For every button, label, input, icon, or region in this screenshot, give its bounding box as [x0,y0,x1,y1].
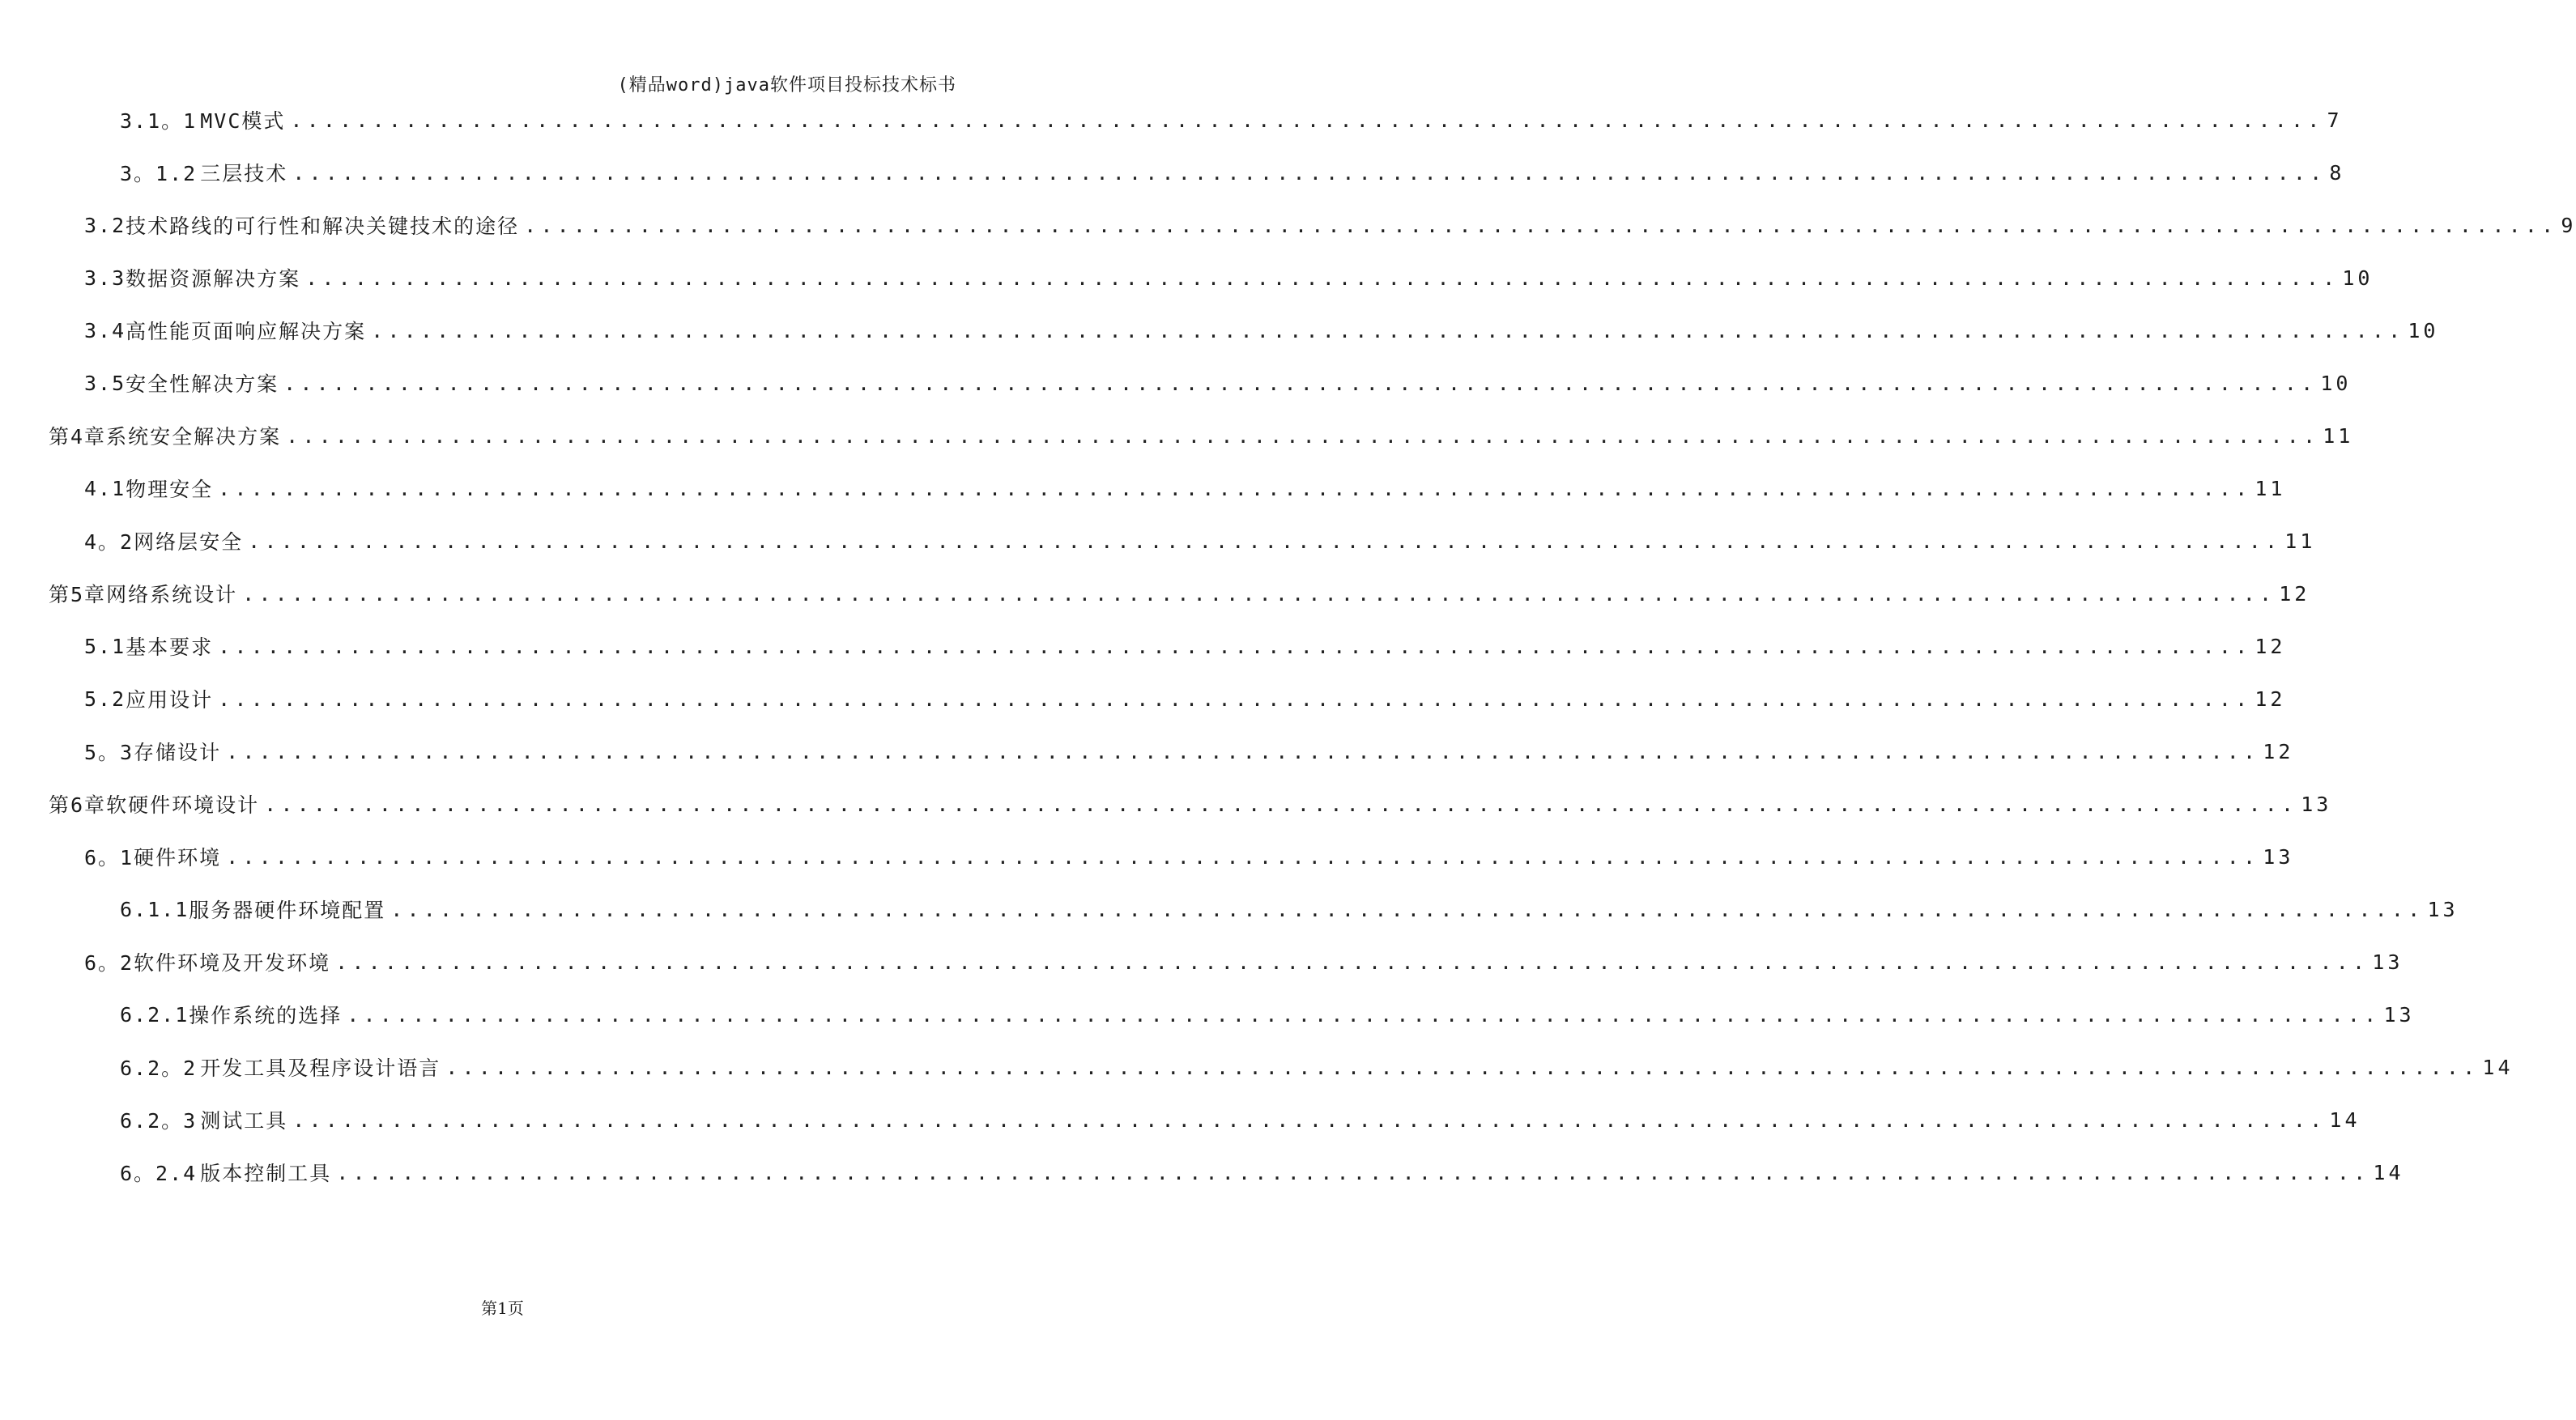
toc-entry-page: 10 [2408,318,2439,342]
toc-leader-dots: ............................................................................................................................ [218,476,2252,500]
toc-leader-dots: ............................................................................................................................ [248,529,2282,553]
toc-entry-number: 第4章 [49,425,107,449]
toc-entry-number: 3.1。1 [120,109,198,133]
toc-entry-page: 14 [2373,1160,2404,1184]
toc-entry-page: 10 [2342,266,2374,290]
toc-entry-page: 13 [2383,1002,2415,1027]
toc-entry-page: 11 [2284,529,2316,553]
toc-entry-page: 7 [2327,108,2343,132]
toc-entry-number: 第5章 [49,583,107,606]
toc-entry-page: 8 [2329,160,2345,185]
toc-entry-number: 6。1 [84,846,134,869]
toc-entry-6-2-3[interactable] [120,1103,2361,1136]
toc-entry-6-1[interactable] [84,840,2294,873]
toc-entry-3-4[interactable] [84,314,2439,346]
toc-entry-page: 10 [2320,371,2352,395]
toc-entry-title: 安全性解决方案 [126,372,279,396]
toc-entry-chapter-4[interactable] [49,419,2354,452]
toc-entry-title: 软件环境及开发环境 [134,951,331,975]
toc-entry-number: 3。1.2 [120,162,198,185]
toc-entry-title: 网络层安全 [134,530,244,554]
toc-entry-page: 11 [2323,423,2354,448]
toc-leader-dots: ............................................................................................................................ [286,423,2320,448]
toc-leader-dots: ............................................................................................................................ [445,1055,2480,1079]
toc-entry-title: 数据资源解决方案 [126,267,301,291]
toc-entry-title: 系统安全解决方案 [106,425,282,449]
toc-entry-number: 3.2 [84,213,126,237]
toc-entry-title: 硬件环境 [134,846,222,869]
toc-entry-6-2[interactable] [84,946,2404,978]
toc-leader-dots: ............................................................................................................................ [335,950,2369,974]
toc-entry-number: 5.1 [84,634,126,658]
toc-entry-number: 6.2。2 [120,1056,198,1080]
toc-entry-title: 软硬件环境设计 [106,793,260,817]
toc-entry-5-2[interactable] [84,682,2286,715]
toc-leader-dots: ............................................................................................................................ [264,792,2298,816]
toc-entry-title: 物理安全 [126,478,214,501]
toc-leader-dots: ............................................................................................................................ [390,897,2425,921]
toc-entry-number: 6.2.1 [120,1002,189,1027]
toc-entry-number: 4.1 [84,476,126,500]
toc-leader-dots: ............................................................................................................................ [292,160,2327,185]
toc-entry-number: 第6章 [49,793,107,817]
toc-entry-chapter-6[interactable] [49,788,2332,820]
toc-entry-page: 13 [2301,792,2332,816]
toc-entry-title: 服务器硬件环境配置 [189,899,386,922]
toc-entry-page: 13 [2263,844,2294,869]
toc-leader-dots: ............................................................................................................................ [347,1002,2381,1027]
toc-leader-dots: ............................................................................................................................ [290,108,2324,132]
toc-leader-dots: ............................................................................................................................ [371,318,2405,342]
toc-entry-5-1[interactable] [84,630,2286,662]
toc-entry-number: 3.5 [84,371,126,395]
toc-leader-dots: ............................................................................................................................ [226,844,2260,869]
toc-entry-3-5[interactable] [84,367,2352,399]
toc-leader-dots: ............................................................................................................................ [226,739,2260,763]
toc-entry-number: 6.2。3 [120,1109,198,1133]
toc-entry-title: 测试工具 [200,1109,288,1133]
toc-leader-dots: ............................................................................................................................ [218,687,2252,711]
toc-entry-number: 6。2 [84,951,134,975]
toc-entry-3-1-2[interactable] [120,156,2345,189]
toc-leader-dots: ............................................................................................................................ [305,266,2340,290]
toc-entry-page: 12 [2263,739,2294,763]
toc-entry-page: 12 [2279,581,2310,606]
page-footer [0,1295,1005,1319]
toc-entry-page: 13 [2427,897,2459,921]
toc-entry-title: 应用设计 [126,688,214,712]
toc-entry-3-2[interactable] [84,209,2576,241]
toc-leader-dots: ............................................................................................................................ [242,581,2276,606]
toc-entry-4-1[interactable] [84,472,2286,504]
toc-entry-3-3[interactable] [84,261,2374,294]
toc-entry-title: 高性能页面响应解决方案 [126,320,367,343]
toc-entry-title: 开发工具及程序设计语言 [200,1056,441,1080]
toc-entry-number: 3.4 [84,318,126,342]
toc-entry-3-1-1[interactable] [120,104,2343,136]
toc-entry-5-3[interactable] [84,735,2294,767]
toc-entry-page: 13 [2372,950,2404,974]
toc-entry-page: 14 [2482,1055,2514,1079]
document-title: (精品word)java软件项目投标技术标书 [617,75,956,96]
toc-entry-page: 12 [2255,634,2286,658]
toc-entry-6-2-1[interactable] [120,998,2415,1031]
toc-entry-page: 12 [2255,687,2286,711]
toc-entry-title: 存储设计 [134,741,222,764]
toc-leader-dots: ............................................................................................................................ [292,1108,2327,1132]
page-number: 第1页 [481,1299,524,1318]
toc-entry-page: 11 [2255,476,2286,500]
toc-entry-title: 基本要求 [126,636,214,659]
toc-entry-title: 技术路线的可行性和解决关键技术的途径 [126,215,520,238]
toc-entry-page: 9 [2561,213,2576,237]
toc-entry-page: 14 [2329,1108,2361,1132]
toc-entry-title: 操作系统的选择 [189,1004,343,1027]
toc-leader-dots: ............................................................................................................................ [336,1160,2370,1184]
toc-entry-chapter-5[interactable] [49,577,2310,610]
toc-entry-title: MVC模式 [200,109,286,133]
page-header [618,71,956,96]
toc-leader-dots: ............................................................................................................................ [218,634,2252,658]
toc-entry-title: 网络系统设计 [106,583,238,606]
toc-entry-number: 3.3 [84,266,126,290]
toc-entry-6-2-4[interactable] [120,1156,2404,1188]
toc-entry-4-2[interactable] [84,525,2316,557]
toc-entry-number: 5。3 [84,741,134,764]
toc-entry-title: 版本控制工具 [200,1162,332,1185]
toc-entry-number: 6。2.4 [120,1162,198,1185]
toc-entry-6-2-2[interactable] [120,1051,2514,1083]
toc-entry-number: 5.2 [84,687,126,711]
toc-entry-number: 6.1.1 [120,897,189,921]
toc-entry-number: 4。2 [84,530,134,554]
toc-leader-dots: ............................................................................................................................ [524,213,2558,237]
toc-leader-dots: ............................................................................................................................ [283,371,2318,395]
toc-entry-title: 三层技术 [200,162,288,185]
toc-entry-6-1-1[interactable] [120,893,2459,925]
